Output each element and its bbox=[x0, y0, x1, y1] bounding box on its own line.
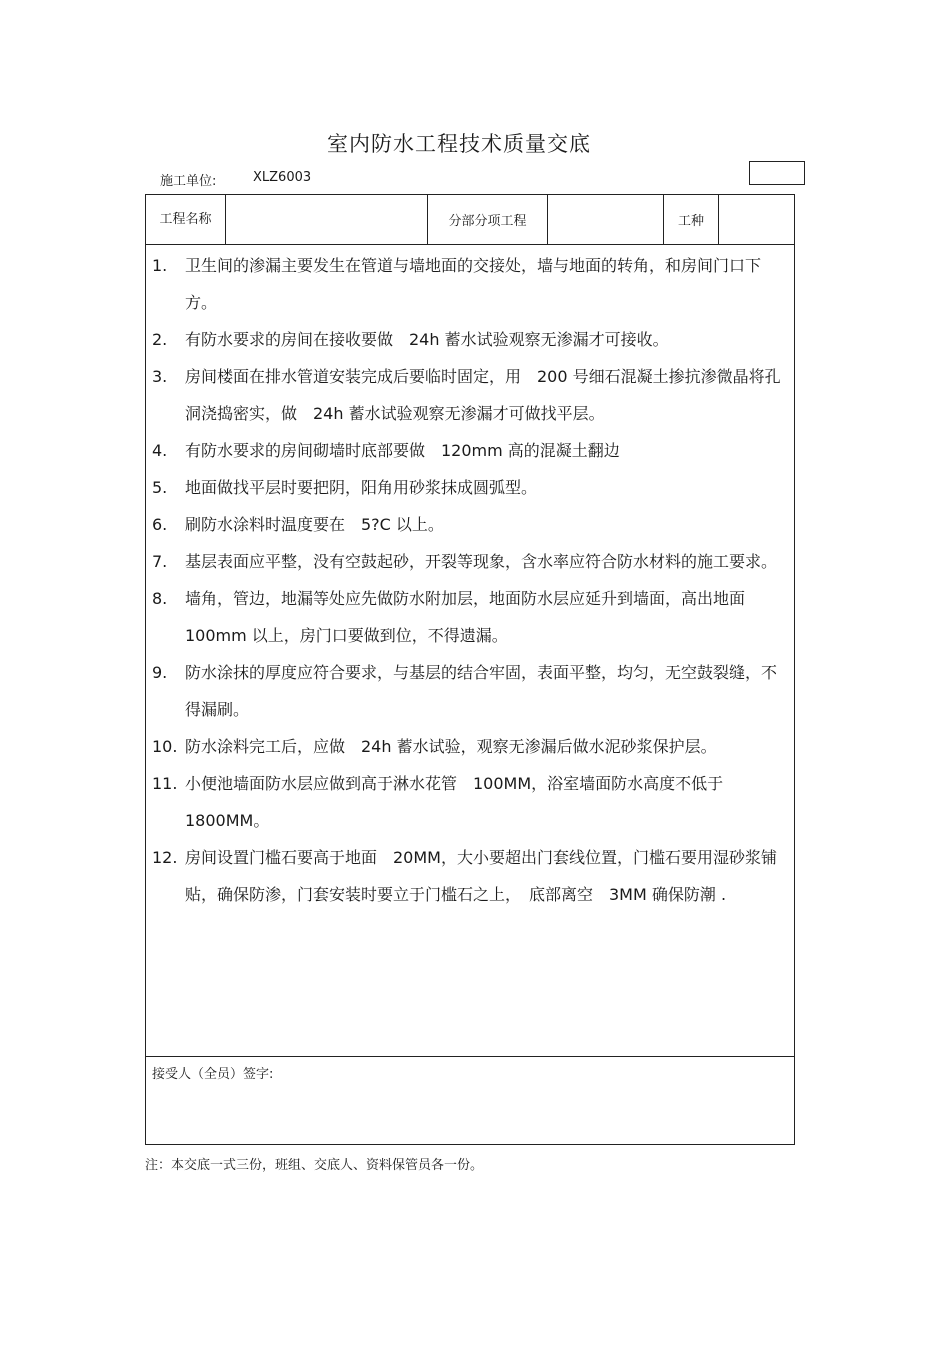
list-item bbox=[146, 469, 794, 506]
project-name-label: 工程名称 bbox=[159, 211, 212, 227]
list-item-text: 有防水要求的房间在接收要做 24h 蓄水试验观察无渗漏才可接收。 bbox=[185, 330, 669, 349]
list-item-number: 7. bbox=[152, 552, 168, 571]
list-item-text: 刷防水涂料时温度要在 5?C 以上。 bbox=[185, 515, 444, 534]
list-item-text: 防水涂料完工后，应做 24h 蓄水试验，观察无渗漏后做水泥砂浆保护层。 bbox=[185, 737, 717, 756]
list-item bbox=[146, 247, 794, 321]
list-item-text: 基层表面应平整，没有空鼓起砂，开裂等现象，含水率应符合防水材料的施工要求。 bbox=[185, 552, 778, 571]
content-cell bbox=[146, 245, 794, 1057]
list-item bbox=[146, 728, 794, 765]
list-item-text: 防水涂抹的厚度应符合要求，与基层的结合牢固，表面平整，均匀，无空鼓裂缝，不得漏刷。 bbox=[185, 663, 778, 719]
project-name-value-cell bbox=[226, 195, 428, 244]
list-item-text: 房间楼面在排水管道安装完成后要临时固定，用 200 号细石混凝土掺抗渗微晶将孔洞浇捣密实，做 24h 蓄水试验观察无渗漏才可做找平层。 bbox=[185, 367, 781, 423]
handover-table bbox=[145, 194, 795, 1145]
signature-cell bbox=[146, 1057, 794, 1144]
list-item-text: 小便池墙面防水层应做到高于淋水花管 100MM，浴室墙面防水高度不低于 1800MM。 bbox=[185, 774, 724, 830]
list-item-number: 10. bbox=[152, 737, 178, 756]
subdivision-label: 分部分项工程 bbox=[448, 214, 527, 229]
list-item-text: 地面做找平层时要把阴，阳角用砂浆抹成圆弧型。 bbox=[185, 478, 538, 497]
list-item-text: 有防水要求的房间砌墙时底部要做 120mm 高的混凝土翻边 bbox=[185, 441, 620, 460]
list-item bbox=[146, 839, 794, 913]
list-item bbox=[146, 654, 794, 728]
list-item bbox=[146, 506, 794, 543]
list-item bbox=[146, 321, 794, 358]
list-item-number: 4. bbox=[152, 441, 168, 460]
list-item-number: 8. bbox=[152, 589, 168, 608]
list-item-text: 房间设置门槛石要高于地面 20MM，大小要超出门套线位置，门槛石要用湿砂浆铺贴，确保防渗，门套安装时要立于门槛石之上， 底部离空 3MM 确保防潮 . bbox=[185, 848, 777, 904]
construction-unit-row bbox=[160, 170, 312, 189]
document-code-box bbox=[749, 161, 805, 185]
trade-label: 工种 bbox=[677, 214, 704, 229]
signature-label: 接受人（全员）签字: bbox=[152, 1067, 274, 1082]
list-item bbox=[146, 580, 794, 654]
list-item bbox=[146, 358, 794, 432]
requirements-list bbox=[146, 245, 794, 913]
trade-label-cell bbox=[664, 195, 719, 244]
subdivision-value-cell bbox=[548, 195, 664, 244]
subdivision-label-cell bbox=[428, 195, 548, 244]
list-item-number: 2. bbox=[152, 330, 168, 349]
list-item-text: 卫生间的渗漏主要发生在管道与墙地面的交接处，墙与地面的转角，和房间门口下方。 bbox=[185, 256, 762, 312]
list-item-number: 6. bbox=[152, 515, 168, 534]
footer-note: 注：本交底一式三份，班组、交底人、资料保管员各一份。 bbox=[145, 1158, 484, 1173]
list-item bbox=[146, 765, 794, 839]
table-header-row bbox=[146, 195, 794, 245]
list-item-number: 12. bbox=[152, 848, 178, 867]
construction-unit-label: 施工单位: bbox=[160, 174, 217, 189]
list-item-number: 1. bbox=[152, 256, 168, 275]
project-name-label-cell bbox=[146, 195, 226, 244]
construction-unit-value: XLZ6003 bbox=[253, 170, 312, 185]
list-item bbox=[146, 432, 794, 469]
list-item-number: 11. bbox=[152, 774, 178, 793]
document-title: 室内防水工程技术质量交底 bbox=[327, 132, 591, 156]
list-item-number: 3. bbox=[152, 367, 168, 386]
list-item bbox=[146, 543, 794, 580]
trade-value-cell bbox=[719, 195, 793, 244]
list-item-text: 墙角，管边，地漏等处应先做防水附加层，地面防水层应延升到墙面，高出地面 100mm 以上，房门口要做到位，不得遗漏。 bbox=[185, 589, 762, 645]
list-item-number: 9. bbox=[152, 663, 168, 682]
list-item-number: 5. bbox=[152, 478, 168, 497]
